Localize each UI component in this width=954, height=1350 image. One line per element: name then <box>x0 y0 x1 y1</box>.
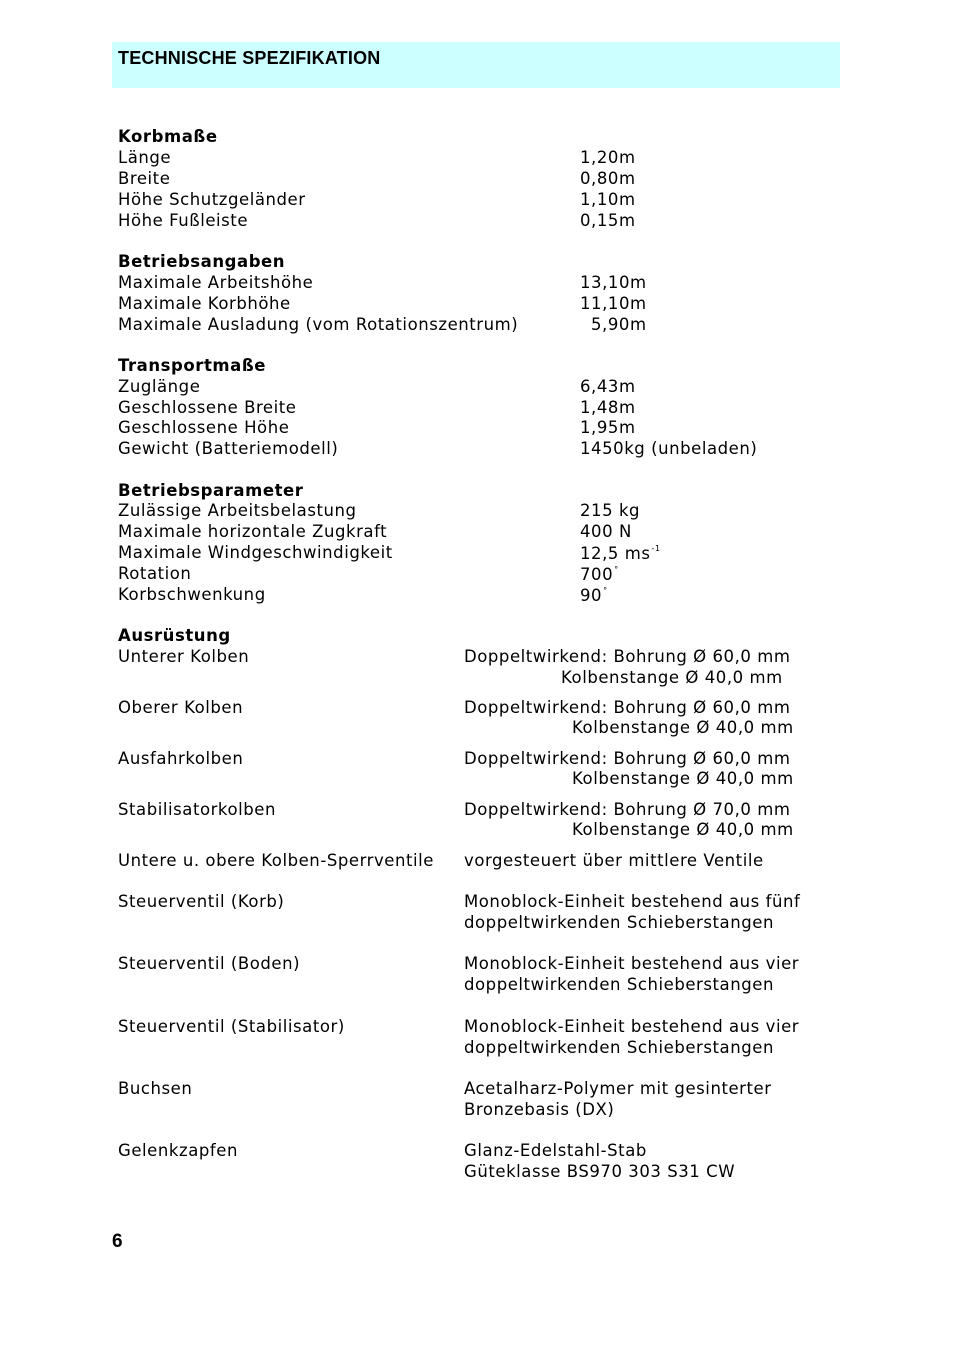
spec-value-line2: Kolbenstange Ø 40,0 mm <box>561 668 783 687</box>
spec-label: Maximale Korbhöhe <box>118 294 291 313</box>
spec-label: Steuerventil (Stabilisator) <box>118 1017 345 1036</box>
spec-label: Steuerventil (Korb) <box>118 892 285 911</box>
spec-label: Stabilisatorkolben <box>118 800 276 819</box>
spec-value-line2: Kolbenstange Ø 40,0 mm <box>572 820 794 839</box>
spec-value: 90° <box>580 586 608 605</box>
spec-value: 1,48m <box>580 398 636 417</box>
spec-label: Länge <box>118 148 172 167</box>
spec-value: 0,15m <box>580 211 636 230</box>
spec-value: 5,90m <box>591 315 647 334</box>
spec-value-line1: vorgesteuert über mittlere Ventile <box>464 851 764 870</box>
spec-label: Oberer Kolben <box>118 698 244 717</box>
spec-value-line1: Monoblock-Einheit bestehend aus fünf <box>464 892 801 911</box>
section-heading-transportmasse: Transportmaße <box>118 356 266 375</box>
spec-label: Zuglänge <box>118 377 201 396</box>
spec-label: Breite <box>118 169 171 188</box>
section-heading-ausruestung: Ausrüstung <box>118 626 231 645</box>
spec-label: Maximale Windgeschwindigkeit <box>118 543 393 562</box>
degree-sign: ° <box>614 565 619 574</box>
spec-value-line2: Kolbenstange Ø 40,0 mm <box>572 718 794 737</box>
spec-value: 11,10m <box>580 294 647 313</box>
spec-value: 1,95m <box>580 418 636 437</box>
degree-sign: ° <box>603 586 608 595</box>
spec-value-line2: doppeltwirkenden Schieberstangen <box>464 1038 774 1057</box>
section-heading-korbmasse: Korbmaße <box>118 127 218 146</box>
spec-value-line1: Doppeltwirkend: Bohrung Ø 60,0 mm <box>464 749 791 768</box>
spec-value: 700° <box>580 565 619 584</box>
spec-value: 215 kg <box>580 501 641 520</box>
spec-value: 13,10m <box>580 273 647 292</box>
spec-label: Gelenkzapfen <box>118 1141 238 1160</box>
page-title: TECHNISCHE SPEZIFIKATION <box>118 48 381 68</box>
spec-label: Gewicht (Batteriemodell) <box>118 439 339 458</box>
header-bar <box>112 42 840 88</box>
spec-value-line1: Doppeltwirkend: Bohrung Ø 60,0 mm <box>464 647 791 666</box>
spec-value-line1: Doppeltwirkend: Bohrung Ø 70,0 mm <box>464 800 791 819</box>
page-number: 6 <box>112 1231 123 1252</box>
spec-label: Geschlossene Breite <box>118 398 297 417</box>
spec-label: Maximale Ausladung (vom Rotationszentrum) <box>118 315 519 334</box>
spec-label: Buchsen <box>118 1079 193 1098</box>
spec-value-line1: Acetalharz-Polymer mit gesinterter <box>464 1079 772 1098</box>
spec-value-line2: Güteklasse BS970 303 S31 CW <box>464 1162 736 1181</box>
spec-value-line1: Doppeltwirkend: Bohrung Ø 60,0 mm <box>464 698 791 717</box>
spec-value-line1: Monoblock-Einheit bestehend aus vier <box>464 954 800 973</box>
spec-label: Unterer Kolben <box>118 647 250 666</box>
spec-label: Zulässige Arbeitsbelastung <box>118 501 357 520</box>
spec-label: Maximale Arbeitshöhe <box>118 273 314 292</box>
unit-exponent: -1 <box>651 544 661 553</box>
spec-value: 1450kg (unbeladen) <box>580 439 758 458</box>
spec-value-line2: doppeltwirkenden Schieberstangen <box>464 975 774 994</box>
spec-value: 6,43m <box>580 377 636 396</box>
section-heading-betriebsparameter: Betriebsparameter <box>118 481 304 500</box>
spec-value: 0,80m <box>580 169 636 188</box>
section-heading-betriebsangaben: Betriebsangaben <box>118 252 286 271</box>
spec-value: 400 N <box>580 522 632 541</box>
spec-label: Ausfahrkolben <box>118 749 244 768</box>
spec-label: Höhe Schutzgeländer <box>118 190 306 209</box>
spec-value-line1: Monoblock-Einheit bestehend aus vier <box>464 1017 800 1036</box>
spec-label: Korbschwenkung <box>118 585 266 604</box>
spec-label: Rotation <box>118 564 192 583</box>
spec-label: Maximale horizontale Zugkraft <box>118 522 388 541</box>
spec-value-line1: Glanz-Edelstahl-Stab <box>464 1141 647 1160</box>
spec-label: Höhe Fußleiste <box>118 211 249 230</box>
spec-value-line2: Kolbenstange Ø 40,0 mm <box>572 769 794 788</box>
spec-value-line2: Bronzebasis (DX) <box>464 1100 615 1119</box>
spec-label: Geschlossene Höhe <box>118 418 290 437</box>
spec-value-line2: doppeltwirkenden Schieberstangen <box>464 913 774 932</box>
spec-label: Untere u. obere Kolben-Sperrventile <box>118 851 434 870</box>
spec-value: 12,5 $ms^{-1}$ <box>580 544 661 563</box>
spec-value: 1,20m <box>580 148 636 167</box>
spec-label: Steuerventil (Boden) <box>118 954 301 973</box>
spec-value: 1,10m <box>580 190 636 209</box>
